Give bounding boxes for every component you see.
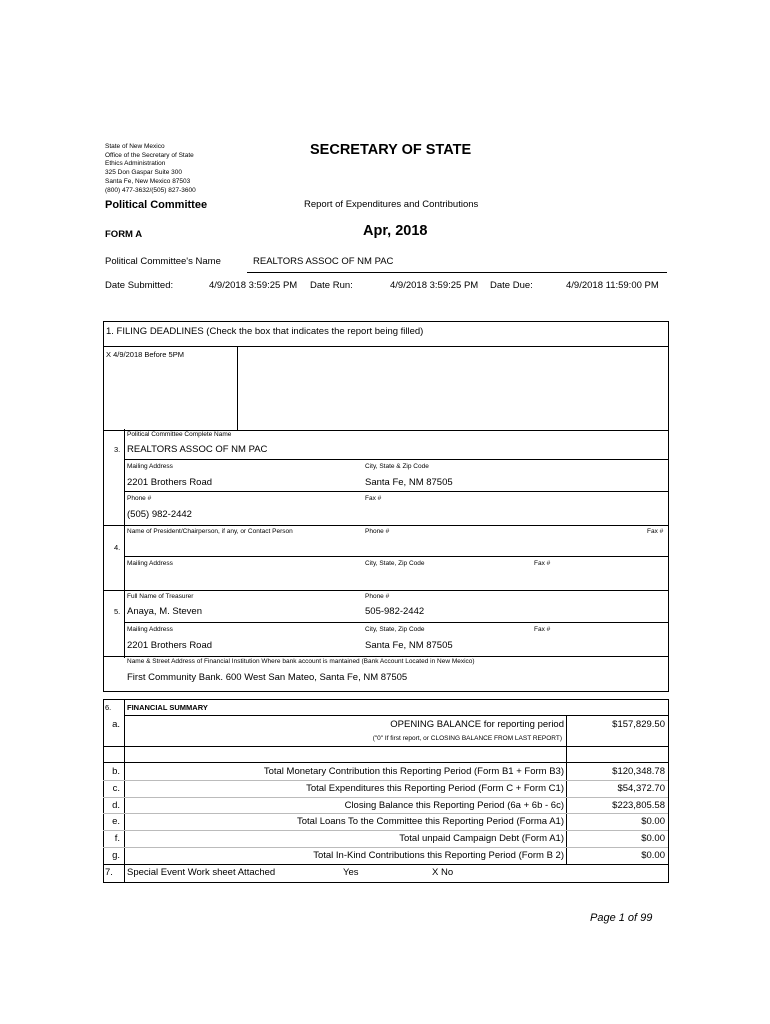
summary-row-divider: [103, 780, 668, 781]
mailing-address-label: Mailing Address: [127, 463, 173, 470]
summary-row-letter: f.: [114, 833, 120, 845]
city-value: Santa Fe, NM 87505: [365, 477, 453, 488]
treasurer-phone-label: Phone #: [365, 593, 390, 600]
report-title: Report of Expenditures and Contributions: [304, 199, 479, 210]
summary-row-letter: c.: [112, 782, 120, 794]
agency-address-line: State of New Mexico: [105, 143, 165, 150]
contact-fax2-label: Fax #: [534, 560, 551, 567]
contact-phone-label: Phone #: [365, 528, 390, 535]
section-7-number: 7.: [105, 867, 113, 878]
treasurer-label: Full Name of Treasurer: [127, 593, 194, 600]
phone-value: (505) 982-2442: [127, 509, 192, 520]
section-1-box: [103, 321, 669, 431]
summary-row-divider: [103, 813, 668, 814]
opening-balance-label: OPENING BALANCE for reporting period: [390, 719, 564, 730]
contact-person-label: Name of President/Chairperson, if any, or Contact Person: [127, 528, 293, 535]
bank-value: First Community Bank. 600 West San Mateo, Santa Fe, NM 87505: [127, 672, 408, 683]
summary-row-label: Total In-Kind Contributions this Reporting Period (Form B 2): [313, 850, 564, 861]
special-event-label: Special Event Work sheet Attached: [127, 867, 276, 878]
summary-row-divider: [103, 830, 668, 831]
city-label: City, State & Zip Code: [365, 463, 429, 470]
name-underline: [247, 272, 667, 273]
complete-name-value: REALTORS ASSOC OF NM PAC: [127, 444, 268, 455]
page-title: SECRETARY OF STATE: [310, 142, 472, 158]
date-run-label: Date Run:: [310, 280, 353, 291]
opening-balance-value: $157,829.50: [612, 719, 665, 730]
fax-label: Fax #: [365, 495, 382, 502]
section-5-number: 5.: [114, 607, 121, 616]
section-6-number: 6.: [105, 703, 112, 712]
summary-row-value: $0.00: [641, 833, 665, 845]
financial-summary-heading: FINANCIAL SUMMARY: [127, 703, 208, 712]
filing-deadlines-heading: 1. FILING DEADLINES (Check the box that indicates the report being filled): [106, 326, 424, 337]
bank-label: Name & Street Address of Financial Institution Where bank account is mantained (Bank Account Located in New Mexico): [127, 658, 475, 665]
summary-row-divider: [103, 847, 668, 848]
summary-row-letter: g.: [112, 850, 120, 861]
section-3-number: 3.: [114, 445, 121, 454]
treasurer-mailing-label: Mailing Address: [127, 626, 173, 633]
opening-balance-note: ("0" If first report, or CLOSING BALANCE FROM LAST REPORT): [372, 735, 562, 742]
summary-row-label: Closing Balance this Reporting Period (6a + 6b - 6c): [344, 799, 564, 811]
summary-row-letter: d.: [112, 799, 120, 811]
date-due-value: 4/9/2018 11:59:00 PM: [566, 280, 659, 291]
phone-label: Phone #: [127, 495, 152, 502]
summary-row-label: Total Expenditures this Reporting Period (Form C + Form C1): [306, 782, 564, 794]
summary-row-value: $54,372.70: [617, 782, 665, 794]
summary-row-value: $223,805.58: [612, 799, 665, 811]
contact-city-label: City, State, Zip Code: [365, 560, 425, 567]
complete-name-label: Political Committee Complete Name: [127, 431, 232, 438]
treasurer-city-label: City, State, Zip Code: [365, 626, 425, 633]
agency-address-line: 325 Don Gaspar Suite 300: [105, 169, 182, 177]
special-event-no[interactable]: X No: [432, 867, 454, 878]
summary-row-label: Total Loans To the Committee this Reporting Period (Forma A1): [296, 816, 564, 828]
summary-row-letter: e.: [112, 816, 120, 828]
opening-letter: a.: [112, 719, 120, 730]
agency-address-line: Santa Fe, New Mexico 87503: [105, 177, 191, 185]
date-submitted-label: Date Submitted:: [105, 280, 174, 291]
treasurer-mailing-value: 2201 Brothers Road: [127, 640, 213, 651]
committee-name-value: REALTORS ASSOC OF NM PAC: [253, 256, 394, 267]
treasurer-fax-label: Fax #: [534, 626, 551, 633]
agency-address-line: Office of the Secretary of State: [105, 151, 194, 159]
treasurer-value: Anaya, M. Steven: [127, 606, 202, 617]
contact-fax-label: Fax #: [647, 528, 664, 535]
mailing-address-value: 2201 Brothers Road: [127, 477, 213, 488]
summary-row-divider: [103, 797, 668, 798]
report-period: Apr, 2018: [363, 223, 428, 239]
treasurer-city-value: Santa Fe, NM 87505: [365, 640, 453, 651]
contact-mailing-label: Mailing Address: [127, 560, 173, 567]
agency-address-line: (800) 477-3632/(505) 827-3600: [105, 186, 196, 194]
summary-row-value: $0.00: [641, 850, 665, 861]
summary-row-value: $120,348.78: [612, 766, 665, 777]
form-label: FORM A: [105, 229, 143, 240]
summary-row-letter: b.: [112, 766, 120, 777]
date-due-label: Date Due:: [490, 280, 533, 291]
filing-deadline-option[interactable]: X 4/9/2018 Before 5PM: [106, 350, 184, 359]
agency-address-line: Ethics Administration: [105, 160, 166, 168]
treasurer-phone-value: 505-982-2442: [365, 606, 425, 617]
summary-row-value: $0.00: [641, 816, 665, 828]
section-4-number: 4.: [114, 543, 121, 552]
date-run-value: 4/9/2018 3:59:25 PM: [390, 280, 479, 291]
summary-row-label: Total Monetary Contribution this Reporting Period (Form B1 + Form B3): [263, 766, 564, 777]
agency-address-block: [105, 143, 196, 195]
committee-name-label: Political Committee's Name: [105, 256, 221, 267]
date-submitted-value: 4/9/2018 3:59:25 PM: [209, 280, 298, 291]
summary-row-label: Total unpaid Campaign Debt (Form A1): [399, 833, 564, 845]
special-event-yes[interactable]: Yes: [343, 867, 359, 878]
page-number: Page 1 of 99: [590, 912, 653, 924]
committee-type: Political Committee: [105, 199, 208, 211]
